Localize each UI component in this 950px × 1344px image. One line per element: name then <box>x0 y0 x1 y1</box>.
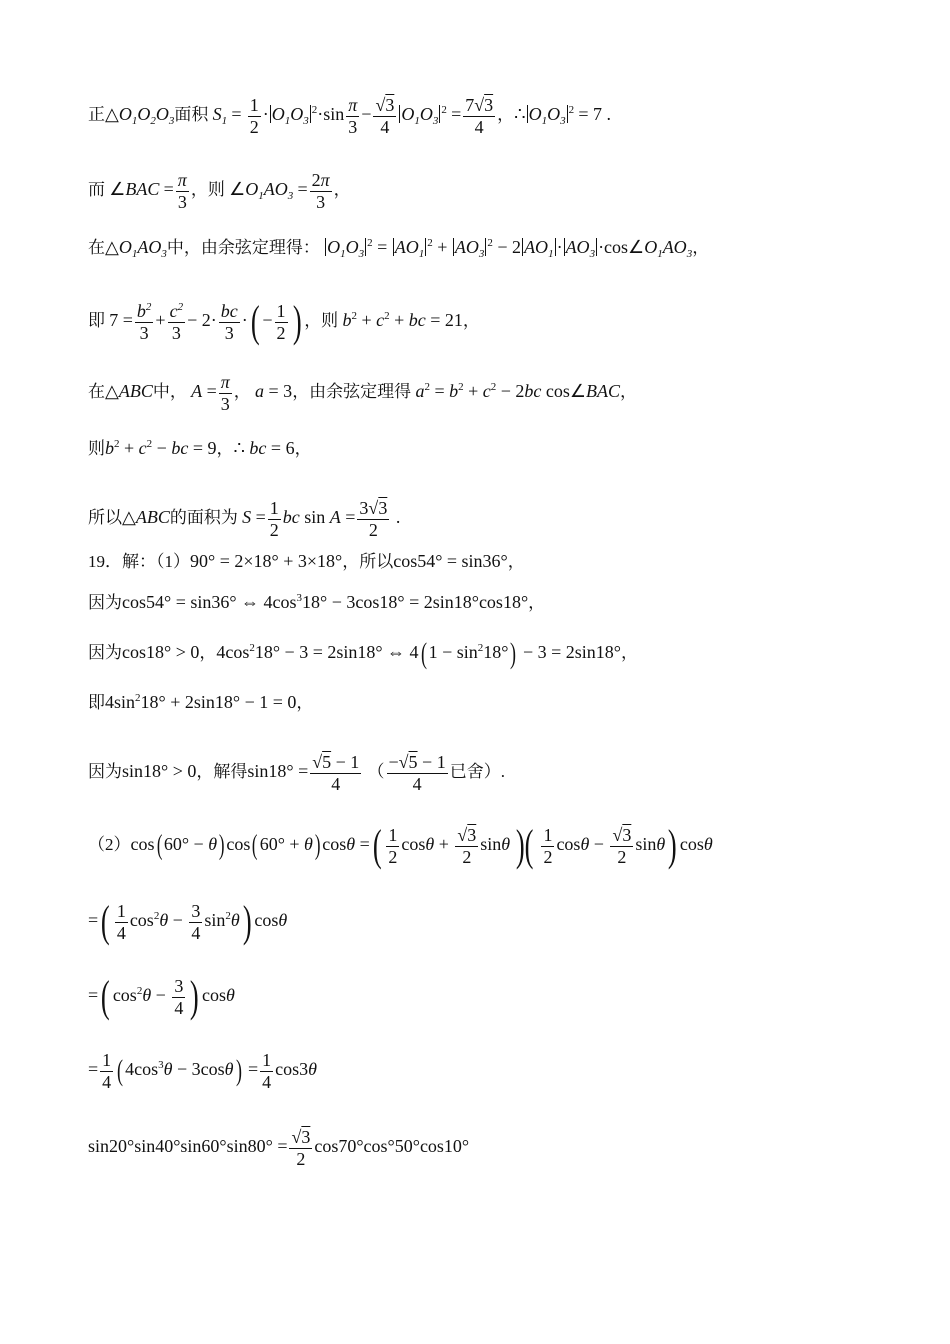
text-area: 面积 <box>174 105 209 125</box>
text-ze: ，则 <box>190 180 225 200</box>
text-zai: 在 <box>88 238 105 257</box>
text-ji: 即 <box>88 310 105 330</box>
solution-line-9: 因为cos54° = sin36° ⇔ $4\cos^318^\circ - 3\cos 18^\circ = 2\sin 18^\circ\cos 18^\circ$， <box>88 592 546 612</box>
text-yinwei3: 因为 <box>88 762 122 782</box>
text-suoyi: 所以 <box>88 508 122 528</box>
solution-line-8: 19．解：（1）90° = 2×18° + 3×18°，所以cos54° = sin36°， <box>88 551 525 571</box>
solution-line-6: 则$b^2 + c^2$ − bc = 9，∴ bc = 6， <box>88 438 312 458</box>
text-cosine-law2: ，由余弦定理得 <box>292 382 412 402</box>
problem-19-label: 19．解：（1） <box>88 552 190 571</box>
text-ji2: 即 <box>88 693 105 712</box>
text-er: 而 <box>88 180 105 200</box>
solution-line-4: 即 7 = $\frac{b^2}{3}$ + $\frac{c^2}{3}$ − 2· $\frac{bc}{3}$ ·( − $\frac{1}{2}$ ) ，则 $b^2 + c^2$ + bc = 21， <box>88 297 480 346</box>
solution-line-11: 即$4\sin^218^\circ + 2\sin 18^\circ - 1 = 0$， <box>88 692 314 712</box>
solution-line-2: 而 ∠BAC = $\frac{\pi}{3}$ ，则 $\angle O_1AO_3$ = $\frac{2\pi}{3}$ ， <box>88 170 351 212</box>
solution-line-1: 正$\triangle O_1O_2O_3$面积 $S_1$ = $\frac{1}{2}$ · $O_1O_3^2\cdot\sin$ $\frac{\pi}{3}$ − $\frac{√3}{4}$ $O_1O_3^2$ = $\frac{7√3}{4}$ ，∴ $O_1O_3^2 = 7$ . <box>88 95 611 137</box>
solution-line-14: =( $\frac{1}{4}$ $\cos^2\theta$ − $\frac{3}{4}$ $\sin^2\theta$) cosθ <box>88 897 288 946</box>
solution-line-16: = $\frac{1}{4}$ ( $4\cos^3\theta - 3\cos\theta$) = $\frac{1}{4}$ cos3θ <box>88 1050 317 1092</box>
text-ze2: ，则 <box>304 310 339 330</box>
solution-line-3: 在$\triangle O_1AO_3$中，由余弦定理得： $O_1O_3^2 = AO_1^2 + AO_3^2 - 2$ $AO_1 \cdot AO_3$ $\cdot\cos\angle O_1AO_3$， <box>88 237 710 260</box>
text-cosine-law: 中，由余弦定理得： <box>166 238 320 257</box>
comma: ， <box>333 180 351 200</box>
solution-line-5: 在△ABC中， A = $\frac{\pi}{3}$ ， a = 3，由余弦定理得 $a^2 = b^2 + c^2 - 2bc$ cos∠BAC， <box>88 372 638 414</box>
text-suoyi2: ，所以 <box>342 552 394 571</box>
text-yinwei2: 因为 <box>88 642 122 662</box>
solution-line-15: =( $\cos^2\theta$ − $\frac{3}{4}$ ) cosθ <box>88 972 235 1021</box>
text-ze3: 则 <box>88 439 105 458</box>
text-area-is: 的面积为 <box>169 508 238 528</box>
text-zhong: 中， <box>152 382 187 402</box>
solution-line-12: 因为sin18° > 0，解得sin18° = $\frac{√5 - 1}{4}$ （ $\frac{-√5 - 1}{4}$ 已舍）. <box>88 752 505 794</box>
solution-line-17: sin20°sin40°sin60°sin80° = $\frac{√3}{2}$ cos70°cos°50°cos10° <box>88 1127 470 1169</box>
solution-line-13: （2）cos( 60° − θ) cos( 60° + θ) cosθ =( $\frac{1}{2}$ cosθ + $\frac{√3}{2}$ sinθ )( $\frac{1}{2}$ cosθ − $\frac{√3}{2}$ sinθ) cosθ <box>88 821 713 870</box>
solution-line-7: 所以△ABC的面积为 S = $\frac{1}{2}$ bc sin A = $\frac{3√3}{2}$ . <box>88 498 401 540</box>
text-zai2: 在 <box>88 382 105 402</box>
text-jiede: ，解得 <box>196 762 248 782</box>
text-zheng: 正 <box>88 105 105 125</box>
text-yinwei: 因为 <box>88 593 122 612</box>
part-2-label: （2） <box>88 834 131 854</box>
solution-line-10: 因为cos18° > 0，$4\cos^218^\circ - 3 = 2\sin 18^\circ$ ⇔ 4( $1 - \sin^218^\circ) - 3 = 2\sin 18^\circ$， <box>88 637 638 670</box>
